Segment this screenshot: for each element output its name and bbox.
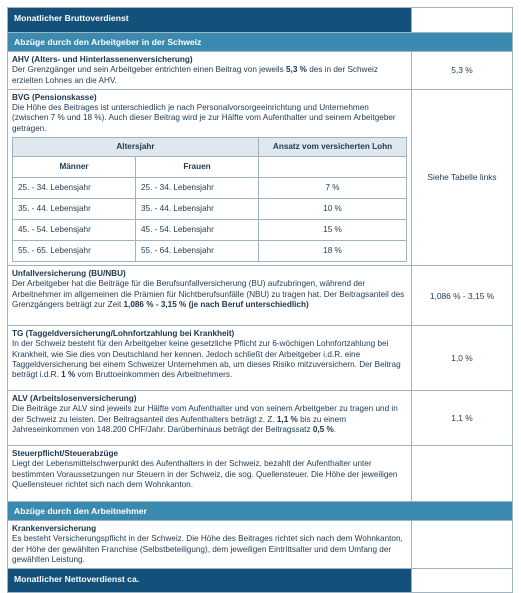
bvg-description: BVG (Pensionskasse) Die Höhe des Beitrages ist unterschiedlich je nach Personalvorsorgeeinrichtung und Unternehmen (zwischen 7 % und 18 %). Auch dieser Beitrag wird je zur Hälfte vom Aufenthalter und seinem Arbeitgeber getragen. Altersjahr Ansatz vom versicherten Lohn Männer Frauen 25. - 34. Lebensjahr 25. - 34. Lebensjahr 7 % 35. - 44. Lebensjahr 35. - 44. Lebensjahr 10 % 45. - 54. Lebensjahr 45. - 54. Lebensjahr 15 % 55. - 65. Lebensjahr 55. - 64. Lebensjahr 18 %: [8, 89, 412, 265]
ahv-title: AHV (Alters- und Hinterlassenenversicherung): [12, 55, 193, 64]
uv-title: Unfallversicherung (BU/NBU): [12, 269, 126, 279]
bvg-col-empty: [259, 157, 407, 178]
bvg-rate-table: [12, 137, 407, 262]
salary-deductions-table: [7, 7, 513, 593]
tax-description: Steuerpflicht/Steuerabzüge Liegt der Lebensmittelschwerpunkt des Aufenthalters in der Schweiz, bezahlt der Aufenthalter unter bestimmten Voraussetzungen nur Steuern in der Schweiz, die sog. Quellensteuer. Die Höhe der jeweiligen Quellensteuer richtet sich nach dem Wohnkanton.: [8, 446, 412, 502]
net-salary-header: Monatlicher Nettoverdienst ca.: [8, 569, 412, 593]
table-row: 45. - 54. Lebensjahr 45. - 54. Lebensjahr 15 %: [13, 220, 407, 241]
gross-salary-header: Monatlicher Bruttoverdienst: [8, 8, 412, 33]
employee-deductions-header: Abzüge durch den Arbeitnehmer: [8, 502, 513, 521]
uv-description: Unfallversicherung (BU/NBU) Der Arbeitgeber hat die Beiträge für die Berufsunfallversicherung (BU) aufzubringen, während der Arbeitnehmer im allgemeinen die Prämien für Nichtberufsunfälle (NBU) zu tragen hat. Der Beitragsanteil des Grenzgängers beträgt zur Zeit 1,086 % - 3,15 % (je nach Beruf unterschiedlich): [8, 266, 412, 326]
gross-salary-value: [412, 8, 513, 33]
tg-title: TG (Taggeldversicherung/Lohnfortzahlung bei Krankheit): [12, 329, 235, 339]
health-insurance-title: Krankenversicherung: [12, 524, 97, 534]
bvg-value: Siehe Tabelle links: [412, 89, 513, 265]
tg-description: TG (Taggeldversicherung/Lohnfortzahlung bei Krankheit) In der Schweiz besteht für den Arbeitgeber keine gesetzliche Pflicht zur 6-wöchigen Lohnfortzahlung bei Krankheit, wie Sie dies von Deutschland her kennen. Jedoch schließt der Arbeitgeber i.d.R. eine Taggeldversicherung bei einem Schweizer Unternehmen ab, um dieses Risiko mitzuversichern. Der Beitrag beträgt i.d.R. 1 % vom Bruttoeinkommen des Arbeitnehmers.: [8, 326, 412, 391]
alv-value: 1,1 %: [412, 391, 513, 446]
ahv-value: 5,3 %: [412, 52, 513, 90]
bvg-title: BVG (Pensionskasse): [12, 92, 97, 102]
bvg-col-women: Frauen: [136, 157, 259, 178]
uv-value: 1,086 % - 3,15 %: [412, 266, 513, 326]
alv-description: ALV (Arbeitslosenversicherung) Die Beiträge zur ALV sind jeweils zur Hälfte vom Aufenthalter und von seinem Arbeitgeber zu tragen und in der Schweiz zu leisten. Der Beitragsanteil des Aufenthalters beträgt z. Z. 1,1 % bis zu einem Jahreseinkommen von 148.200 CHF/Jahr. Darüberhinaus beträgt der Beitragssatz 0,5 %.: [8, 391, 412, 446]
bvg-col-age: Altersjahr: [13, 138, 259, 157]
health-insurance-description: Krankenversicherung Es besteht Versicherungspflicht in der Schweiz. Die Höhe des Beitrages richtet sich nach dem Wohnkanton, der Höhe der gewählten Franchise (Selbstbeteiligung), dem jeweiligen Eintrittsalter und dem Umfang der gewählten Leistung.: [8, 521, 412, 569]
bvg-col-rate: Ansatz vom versicherten Lohn: [259, 138, 407, 157]
table-row: 25. - 34. Lebensjahr 25. - 34. Lebensjahr 7 %: [13, 178, 407, 199]
bvg-col-men: Männer: [13, 157, 136, 178]
tax-value: [412, 446, 513, 502]
employer-deductions-header: Abzüge durch den Arbeitgeber in der Schweiz: [8, 33, 513, 52]
table-row: 35. - 44. Lebensjahr 35. - 44. Lebensjahr 10 %: [13, 199, 407, 220]
ahv-description: AHV (Alters- und Hinterlassenenversicherung) Der Grenzgänger und sein Arbeitgeber entrichten einen Beitrag von jeweils 5,3 % des in der Schweiz erzielten Lohnes an die AHV.: [8, 52, 412, 90]
tg-value: 1,0 %: [412, 326, 513, 391]
table-row: 55. - 65. Lebensjahr 55. - 64. Lebensjahr 18 %: [13, 241, 407, 262]
alv-title: ALV (Arbeitslosenversicherung): [12, 394, 137, 404]
net-salary-value: [412, 569, 513, 593]
health-insurance-value: [412, 521, 513, 569]
tax-title: Steuerpflicht/Steuerabzüge: [12, 449, 119, 459]
